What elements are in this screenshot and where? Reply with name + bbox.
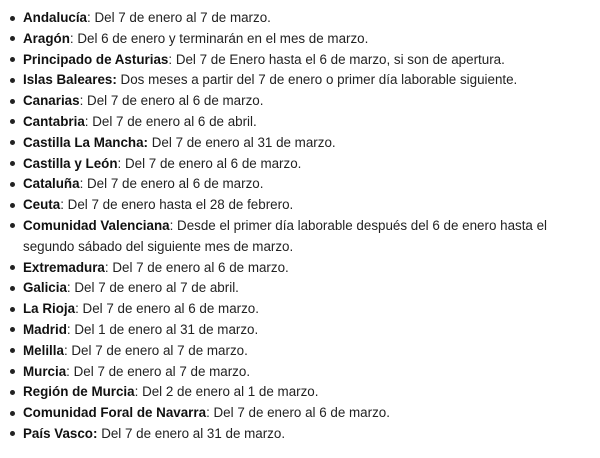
bullet-icon — [10, 348, 15, 353]
bullet-icon — [10, 411, 15, 416]
separator: : — [60, 197, 68, 213]
separator: : — [66, 363, 74, 379]
bullet-icon — [10, 161, 15, 166]
list-item — [0, 403, 600, 424]
separator: : — [168, 51, 176, 67]
sale-period: Del 7 de Enero hasta el 6 de marzo, si son de apertura. — [175, 51, 505, 67]
bullet-icon — [10, 265, 15, 270]
bullet-icon — [10, 119, 15, 124]
sale-period: Del 7 de enero hasta el 28 de febrero. — [67, 197, 294, 213]
separator: : — [206, 405, 214, 421]
list-item — [0, 299, 600, 320]
bullet-icon — [10, 78, 15, 83]
sale-period: Del 7 de enero al 6 de marzo. — [124, 155, 302, 171]
bullet-icon — [10, 223, 15, 228]
region-name: Cantabria — [23, 113, 85, 129]
sale-period: Del 7 de enero al 31 de marzo. — [151, 134, 336, 150]
sale-period: Del 7 de enero al 6 de marzo. — [112, 259, 289, 275]
list-item — [0, 341, 600, 362]
sale-period: Del 7 de enero al 7 de abril. — [74, 280, 239, 296]
region-name: Aragón — [23, 30, 70, 46]
sale-period: Del 2 de enero al 1 de marzo. — [142, 384, 319, 400]
separator: : — [104, 259, 113, 275]
list-item — [0, 424, 600, 445]
bullet-icon — [10, 16, 15, 21]
region-name: Canarias — [23, 93, 80, 109]
region-name: Principado de Asturias — [23, 51, 169, 67]
bullet-icon — [10, 327, 15, 332]
separator: : — [66, 321, 75, 337]
sale-period: Del 1 de enero al 31 de marzo. — [74, 321, 259, 337]
sale-period: Del 7 de enero al 6 de marzo. — [87, 93, 264, 109]
bullet-icon — [10, 307, 15, 312]
bullet-icon — [10, 431, 15, 436]
region-name: Murcia — [23, 363, 67, 379]
bullet-icon — [10, 369, 15, 374]
region-name: Extremadura — [23, 259, 105, 275]
sale-period: Dos meses a partir del 7 de enero o primer día laborable siguiente. — [120, 72, 518, 88]
list-item — [0, 70, 600, 91]
separator: : — [117, 155, 125, 171]
sale-period: Del 7 de enero al 6 de marzo. — [82, 301, 259, 317]
sale-period: Del 7 de enero al 7 de marzo. — [71, 342, 248, 358]
region-name: Castilla La Mancha: — [23, 134, 149, 150]
region-name: Galicia — [23, 280, 67, 296]
region-name: Comunidad Foral de Navarra — [23, 405, 207, 421]
list-item — [0, 174, 600, 195]
separator: : — [66, 280, 75, 296]
region-name: Madrid — [23, 321, 67, 337]
separator: : — [79, 93, 88, 109]
sale-period: Del 7 de enero al 7 de marzo. — [73, 363, 251, 379]
separator: : — [69, 30, 78, 46]
region-name: Castilla y León — [23, 155, 118, 171]
region-name: Andalucía — [23, 10, 87, 25]
list-item — [0, 154, 600, 175]
separator: : — [87, 10, 95, 25]
separator: : — [169, 217, 178, 233]
bullet-icon — [10, 390, 15, 395]
bullet-icon — [10, 140, 15, 145]
bullet-icon — [10, 99, 15, 104]
list-item — [0, 382, 600, 403]
region-name: Ceuta — [23, 197, 61, 213]
bullet-icon — [10, 286, 15, 291]
separator: : — [79, 176, 88, 192]
bullet-icon — [10, 36, 15, 41]
list-item — [0, 50, 600, 71]
sale-period: Del 7 de enero al 7 de marzo. — [94, 10, 271, 25]
bullet-icon — [10, 57, 15, 62]
list-item — [0, 195, 600, 216]
sale-period: Del 7 de enero al 6 de marzo. — [87, 176, 264, 192]
list-item — [0, 91, 600, 112]
region-name: Melilla — [23, 342, 64, 358]
sale-period: Desde el primer día laborable después del 6 de enero hasta el segundo sábado del siguiente mes de marzo. — [23, 217, 548, 254]
region-name: País Vasco: — [23, 425, 98, 441]
separator: : — [63, 342, 72, 358]
region-name: La Rioja — [23, 301, 76, 317]
list-item — [0, 216, 600, 258]
list-item — [0, 362, 600, 383]
separator: : — [84, 113, 93, 129]
list-item — [0, 278, 600, 299]
region-name: Islas Baleares: — [23, 72, 117, 88]
separator: : — [134, 384, 143, 400]
list-item — [0, 8, 600, 29]
sale-period: Del 7 de enero al 31 de marzo. — [101, 425, 286, 441]
list-item — [0, 29, 600, 50]
list-item — [0, 112, 600, 133]
sale-period: Del 7 de enero al 6 de abril. — [92, 113, 257, 129]
sale-period: Del 6 de enero y terminarán en el mes de marzo. — [77, 30, 369, 46]
list-item — [0, 133, 600, 154]
list-item — [0, 258, 600, 279]
bullet-icon — [10, 203, 15, 208]
list-item — [0, 320, 600, 341]
separator: : — [75, 301, 83, 317]
sale-period: Del 7 de enero al 6 de marzo. — [213, 405, 390, 421]
region-name: Comunidad Valenciana — [23, 217, 170, 233]
region-name: Región de Murcia — [23, 384, 135, 400]
region-name: Cataluña — [23, 176, 80, 192]
bullet-icon — [10, 182, 15, 187]
